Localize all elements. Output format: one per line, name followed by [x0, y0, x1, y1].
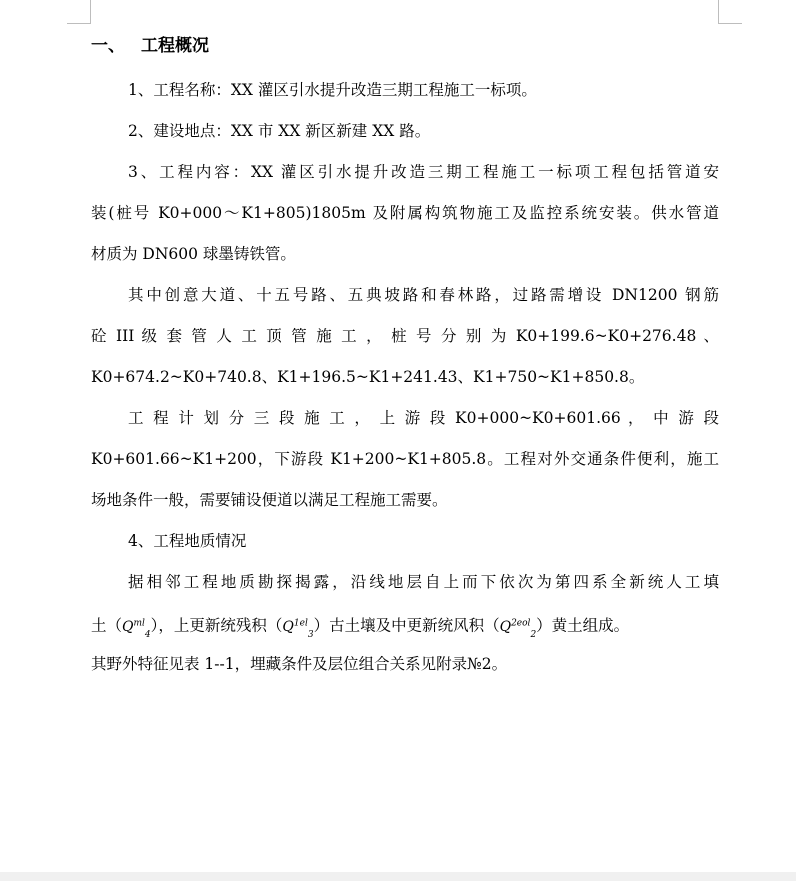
project-name-line: 1、工程名称：XX 灌区引水提升改造三期工程施工一标项。 — [128, 81, 537, 99]
formula-q4-ml: $Q^{ml}_4$ — [122, 618, 151, 641]
geology-line-3: 其野外特征见表 1--1，埋藏条件及层位组合关系见附录№2。 — [91, 655, 508, 673]
section-heading — [91, 30, 719, 62]
geology-line-1: 据相邻工程地质勘探揭露，沿线地层自上而下依次为第四系全新统人工填 — [128, 573, 719, 591]
crossing-line-2: 砼 III 级 套 管 人 工 顶 管 施 工 ， 桩 号 分 别 为 K0+199.6~K0+276.48 、 — [91, 327, 719, 345]
project-location-line: 2、建设地点：XX 市 XX 新区新建 XX 路。 — [128, 122, 431, 140]
crossing-line-1: 其中创意大道、十五号路、五典坡路和春林路，过路需增设 DN1200 钢筋 — [128, 286, 719, 304]
crop-mark-top-left-vertical — [90, 0, 91, 23]
geology-text-part-2: ），上更新统残积（ — [150, 616, 283, 635]
crop-mark-top-right-vertical — [718, 0, 719, 23]
crossing-line-3: K0+674.2~K0+740.8、K1+196.5~K1+241.43、K1+750~K1+850.8。 — [91, 368, 645, 386]
section-number: 一、 — [91, 36, 125, 56]
formula-q3-1el: $Q^{1el}_3$ — [282, 618, 314, 641]
geology-text-part-4: ）黄土组成。 — [536, 616, 630, 635]
geology-text-part-1: 土（ — [91, 616, 123, 635]
plan-line-2: K0+601.66~K1+200，下游段 K1+200~K1+805.8。工程对外交通条件便利，施工 — [91, 450, 719, 468]
plan-line-3: 场地条件一般，需要铺设便道以满足工程施工需要。 — [91, 491, 448, 509]
project-content-line-3: 材质为 DN600 球墨铸铁管。 — [91, 245, 296, 263]
geology-heading-line: 4、工程地质情况 — [128, 532, 247, 550]
crop-mark-top-left-horizontal — [67, 23, 91, 24]
plan-line-1: 工 程 计 划 分 三 段 施 工 ， 上 游 段 K0+000~K0+601.66 ， 中 游 段 — [128, 409, 719, 427]
geology-text-part-3: ）古土壤及中更新统风积（ — [313, 616, 500, 635]
project-content-line-1: 3、工程内容：XX 灌区引水提升改造三期工程施工一标项工程包括管道安 — [128, 163, 719, 181]
section-title: 工程概况 — [141, 36, 209, 56]
formula-q2-2eol: $Q^{2eol}_2$ — [499, 618, 537, 641]
document-body — [91, 30, 719, 685]
geology-line-2 — [91, 603, 719, 644]
crop-mark-top-right-horizontal — [718, 23, 742, 24]
project-content-line-2: 装(桩号 K0+000～K1+805)1805m 及附属构筑物施工及监控系统安装。供水管道 — [91, 204, 719, 222]
